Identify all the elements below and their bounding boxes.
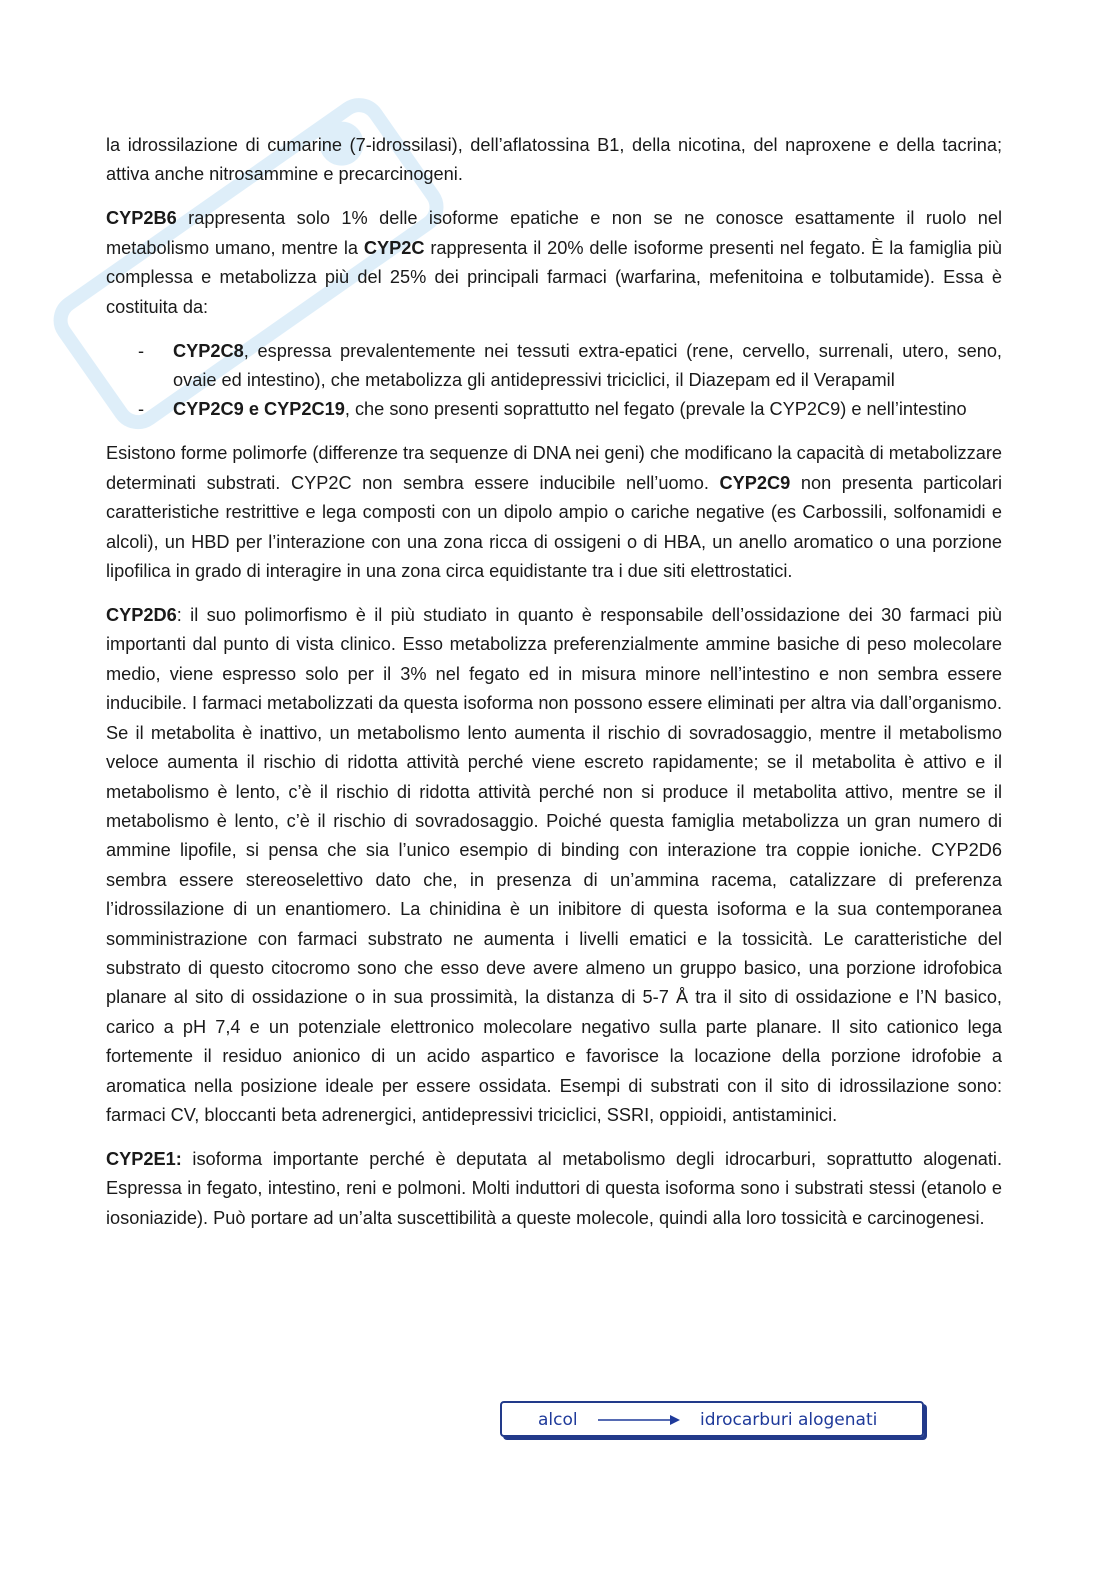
right-arrow-icon	[598, 1413, 680, 1427]
list-item: - CYP2C8, espressa prevalentemente nei tessuti extra-epatici (rene, cervello, surrenali, utero, seno, ovaie ed intestino), che metabolizza gli antidepressivi triciclici, il Diazepam ed il Verapamil	[106, 337, 1002, 396]
paragraph-cyp2d6: CYP2D6: il suo polimorfismo è il più studiato in quanto è responsabile dell’ossidazione dei 30 farmaci più importanti dal punto di vista clinico. Esso metabolizza preferenzialmente ammine basiche di peso molecolare medio, viene espresso solo per il 3% nel fegato ed in misura minore nell’intestino e non sembra essere inducibile. I farmaci metabolizzati da questa isoforma non possono essere eliminati per altra via dall’organismo. Se il metabolita è inattivo, un metabolismo lento aumenta il rischio di sovradosaggio, mentre il metabolismo veloce aumenta il rischio di ridotta attività perché viene escreto rapidamente; se il metabolita è attivo e il metabolismo è lento, c’è il rischio di ridotta attività perché non si produce il metabolita attivo, mentre se il metabolismo è lento, c’è il rischio di sovradosaggio. Poiché questa famiglia metabolizza un gran numero di ammine lipofile, si pensa che sia l’unico esempio di binding con interazione tra coppie ioniche. CYP2D6 sembra essere stereoselettivo dato che, in presenza di un’ammina racema, catalizzare di preferenza l’idrossilazione di un enantiomero. La chinidina è un inibitore di questa isoforma e la sua contemporanea somministrazione con farmaci substrato ne aumenta i livelli ematici e la tossicità. Le caratteristiche del substrato di questo citocromo sono che esso deve avere almeno un gruppo basico, una porzione idrofobica planare al sito di ossidazione o in sua prossimità, la distanza di 5-7 Å tra il sito di ossidazione e l’N basico, carico a pH 7,4 e un potenziale elettronico molecolare negativo sulla parte planare. Il sito cationico lega fortemente il residuo anionico di un acido aspartico e favorisce la locazione della porzione idrofobie a aromatica nella posizione ideale per essere ossidata. Esempi di substrati con il sito di idrossilazione sono: farmaci CV, bloccanti beta adrenergici, antidepressivi triciclici, SSRI, oppioidi, antistaminici.	[106, 605, 1002, 1125]
term-cyp2c8: CYP2C8	[173, 340, 244, 361]
dash-bullet: -	[138, 340, 145, 361]
paragraph-cyp2b6: CYP2B6 rappresenta solo 1% delle isoforme epatiche e non se ne conosce esattamente il ruolo nel metabolismo umano, mentre la CYP2C rappresenta il 20% delle isoforme presenti nel fegato. È la famiglia più complessa e metabolizza più del 25% dei principali farmaci (warfarina, mefenitoina e tolbutamide). Essa è costituita da:	[106, 208, 1002, 317]
cyp2c-list	[106, 337, 1002, 425]
alcol-diagram-box	[500, 1401, 924, 1437]
document-body	[106, 131, 1002, 1248]
term-cyp2d6: CYP2D6	[106, 605, 177, 626]
term-cyp2b6: CYP2B6	[106, 208, 177, 229]
diagram-to-label: idrocarburi alogenati	[700, 1410, 878, 1430]
term-cyp2c9-cyp2c19: CYP2C9 e CYP2C19	[173, 399, 345, 420]
diagram-from-label: alcol	[538, 1410, 578, 1430]
dash-bullet: -	[138, 399, 145, 420]
paragraph-intro: la idrossilazione di cumarine (7-idrossilasi), dell’aflatossina B1, della nicotina, del naproxene e della tacrina; attiva anche nitrosammine e precarcinogeni.	[106, 135, 1002, 185]
term-cyp2e1: CYP2E1:	[106, 1148, 182, 1169]
term-cyp2c9: CYP2C9	[719, 472, 791, 493]
paragraph-cyp2e1: CYP2E1: isoforma importante perché è deputata al metabolismo degli idrocarburi, soprattutto alogenati. Espressa in fegato, intestino, reni e polmoni. Molti induttori di questa isoforma sono i substrati stessi (etanolo e iosoniazide). Può portare ad un’alta suscettibilità a queste molecole, quindi alla loro tossicità e carcinogenesi.	[106, 1148, 1002, 1228]
list-item: - CYP2C9 e CYP2C19, che sono presenti soprattutto nel fegato (prevale la CYP2C9) e nell’intestino	[106, 395, 1002, 424]
term-cyp2c: CYP2C	[363, 237, 425, 258]
paragraph-polymorphism: Esistono forme polimorfe (differenze tra sequenze di DNA nei geni) che modificano la capacità di metabolizzare determinati substrati. CYP2C non sembra essere inducibile nell’uomo. CYP2C9 non presenta particolari caratteristiche restrittive e lega composti con un dipolo ampio o cariche negative (es Carbossili, solfonamidi e alcoli), un HBD per l’interazione con una zona ricca di ossigeni o di HBA, un anello aromatico o una porzione lipofilica in grado di interagire in una zona circa equidistante tra i due siti elettrostatici.	[106, 443, 1002, 582]
